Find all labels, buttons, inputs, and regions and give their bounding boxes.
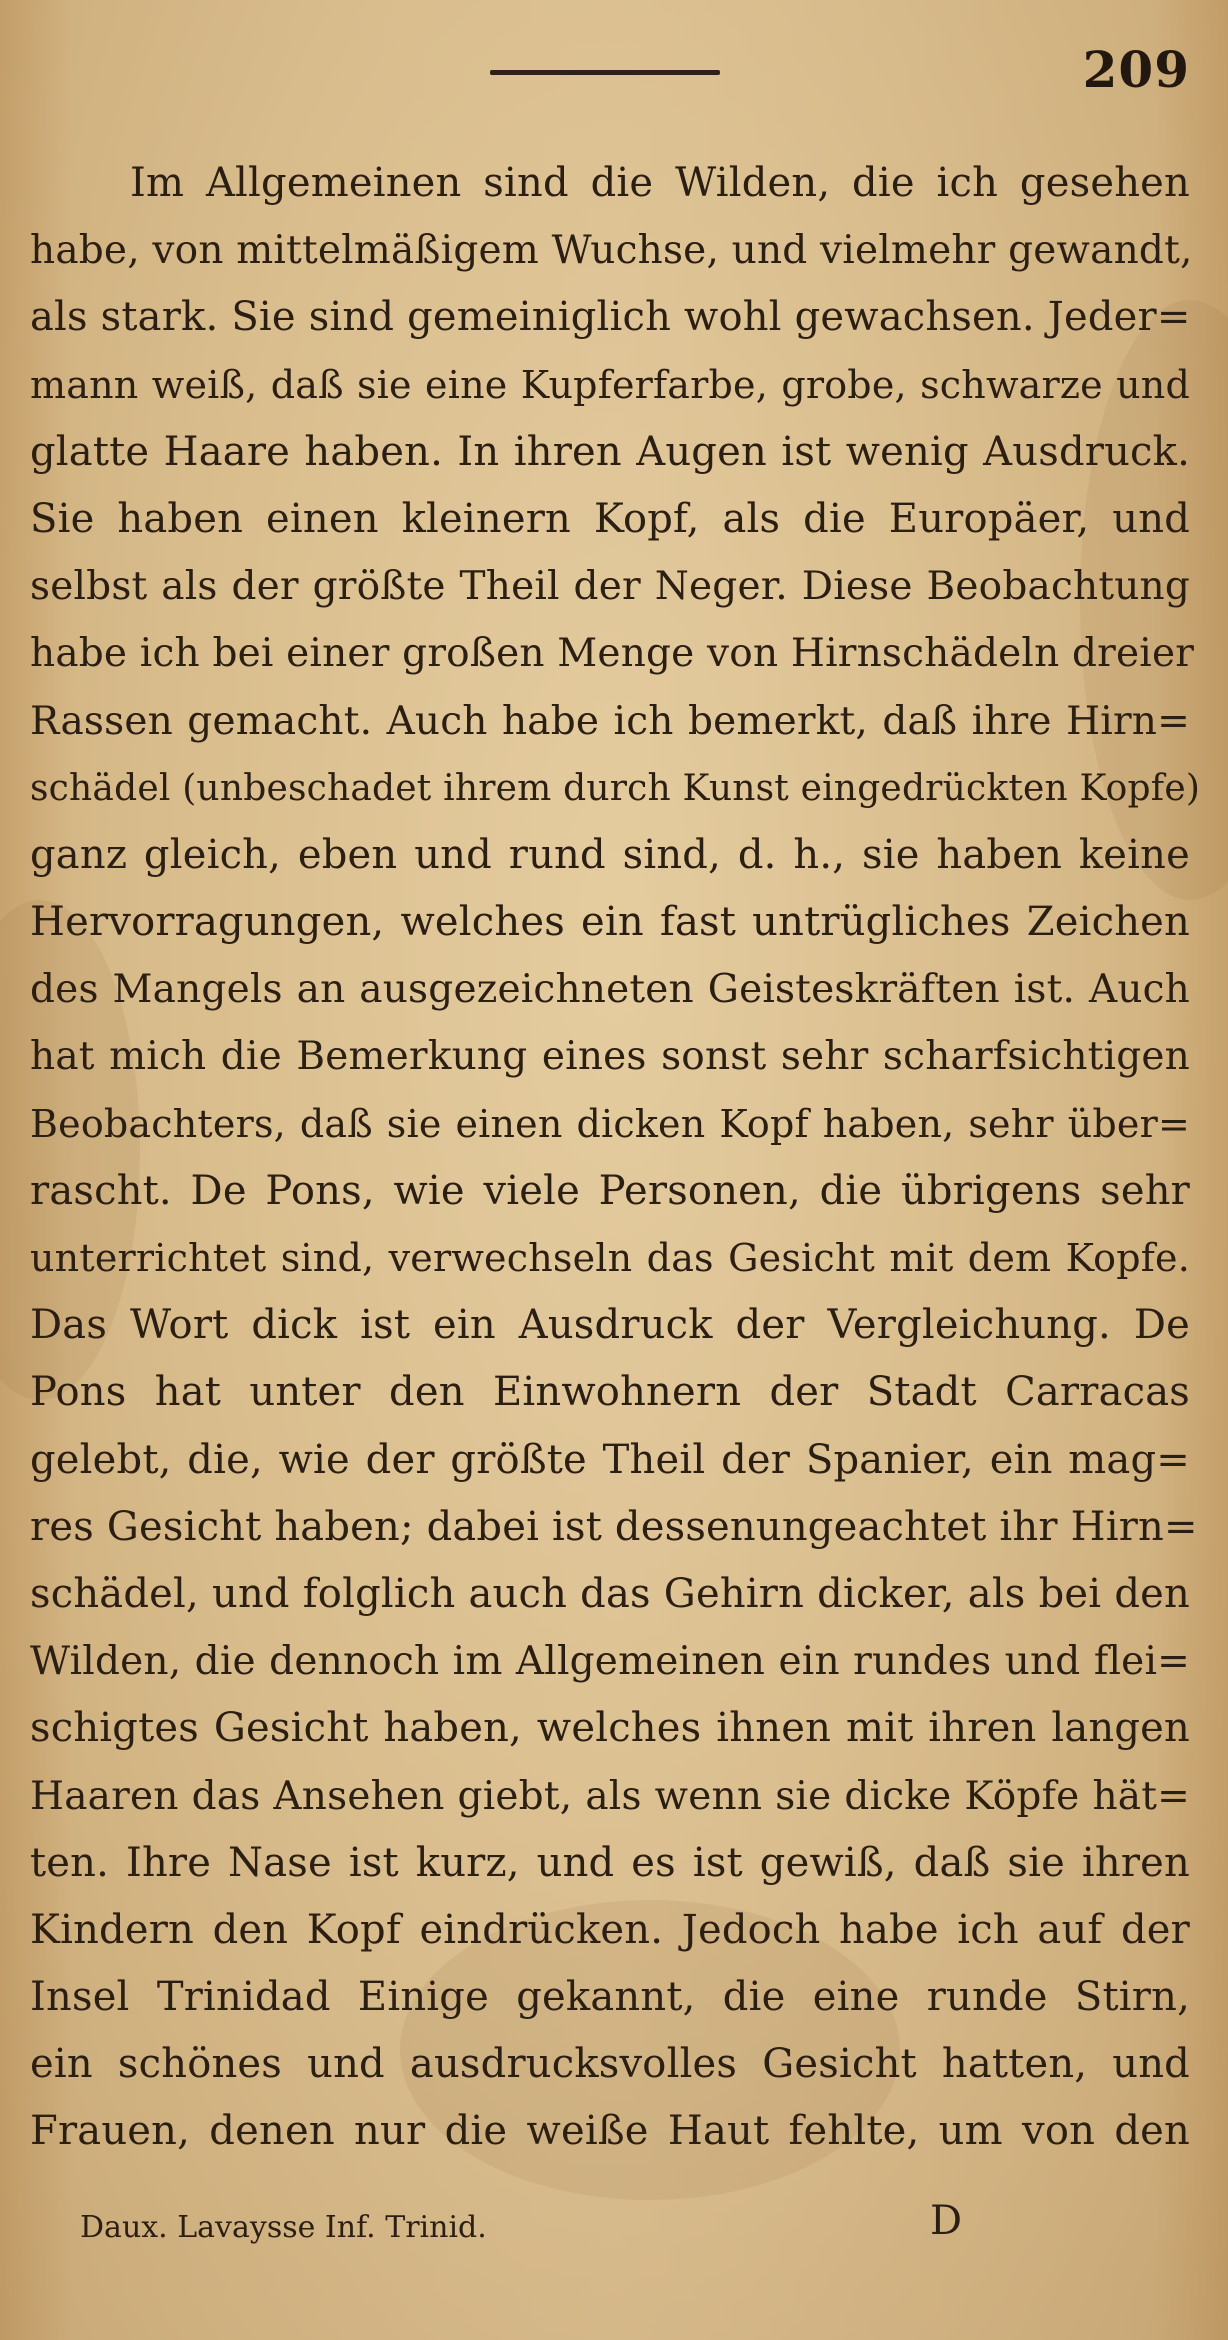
text-line: schädel (unbeschadet ihrem durch Kunst eingedrückten Kopfe) — [30, 767, 1201, 809]
text-line: Insel Trinidad Einige gekannt, die eine runde Stirn, — [30, 1974, 1190, 2021]
text-line: Haaren das Ansehen giebt, als wenn sie dicke Köpfe hät= — [30, 1773, 1190, 1819]
text-line: Beobachters, daß sie einen dicken Kopf haben, sehr über= — [30, 1101, 1190, 1146]
text-line: Hervorragungen, welches ein fast untrügliches Zeichen — [30, 899, 1190, 946]
text-line: habe ich bei einer großen Menge von Hirnschädeln dreier — [30, 631, 1195, 677]
text-line: mann weiß, daß sie eine Kupferfarbe, grobe, schwarze und — [30, 362, 1190, 407]
text-line: res Gesicht haben; dabei ist dessenungeachtet ihr Hirn= — [30, 1503, 1198, 1550]
text-line: als stark. Sie sind gemeiniglich wohl gewachsen. Jeder= — [30, 294, 1191, 341]
text-line: gelebt, die, wie der größte Theil der Spanier, ein mag= — [30, 1436, 1190, 1483]
footnote: Daux. Lavaysse Inf. Trinid. — [80, 2210, 487, 2245]
text-line: ein schönes und ausdrucksvolles Gesicht hatten, und — [30, 2041, 1190, 2088]
text-line: ten. Ihre Nase ist kurz, und es ist gewiß, daß sie ihren — [30, 1839, 1190, 1886]
text-line: Frauen, denen nur die weiße Haut fehlte, um von den — [30, 2108, 1190, 2155]
text-line: unterrichtet sind, verwechseln das Gesicht mit dem Kopfe. — [30, 1236, 1190, 1280]
text-line: Rassen gemacht. Auch habe ich bemerkt, daß ihre Hirn= — [30, 698, 1190, 744]
text-line: Pons hat unter den Einwohnern der Stadt Carracas — [30, 1369, 1190, 1416]
page-number: 209 — [1082, 40, 1190, 99]
text-line: Das Wort dick ist ein Ausdruck der Vergleichung. De — [30, 1302, 1190, 1349]
text-line: Sie haben einen kleinern Kopf, als die Europäer, und — [30, 495, 1190, 542]
text-line: Kindern den Kopf eindrücken. Jedoch habe ich auf der — [30, 1906, 1190, 1953]
text-line: hat mich die Bemerkung eines sonst sehr scharfsichtigen — [30, 1034, 1190, 1080]
text-line: schädel, und folglich auch das Gehirn dicker, als bei den — [30, 1570, 1190, 1617]
text-line: ganz gleich, eben und rund sind, d. h., sie haben keine — [30, 831, 1190, 878]
text-line: Wilden, die dennoch im Allgemeinen ein rundes und flei= — [30, 1639, 1190, 1685]
text-line: selbst als der größte Theil der Neger. Diese Beobachtung — [30, 564, 1190, 610]
catchword: D — [930, 2198, 963, 2244]
text-line: Im Allgemeinen sind die Wilden, die ich gesehen — [130, 160, 1190, 206]
body-text — [30, 150, 1201, 2166]
text-line: habe, von mittelmäßigem Wuchse, und vielmehr gewandt, — [30, 228, 1193, 274]
text-line: des Mangels an ausgezeichneten Geisteskräften ist. Auch — [30, 967, 1190, 1013]
text-line: rascht. De Pons, wie viele Personen, die übrigens sehr — [30, 1167, 1190, 1214]
text-line: schigtes Gesicht haben, welches ihnen mit ihren langen — [30, 1705, 1190, 1752]
header-rule — [490, 70, 720, 75]
text-line: glatte Haare haben. In ihren Augen ist wenig Ausdruck. — [30, 428, 1190, 475]
